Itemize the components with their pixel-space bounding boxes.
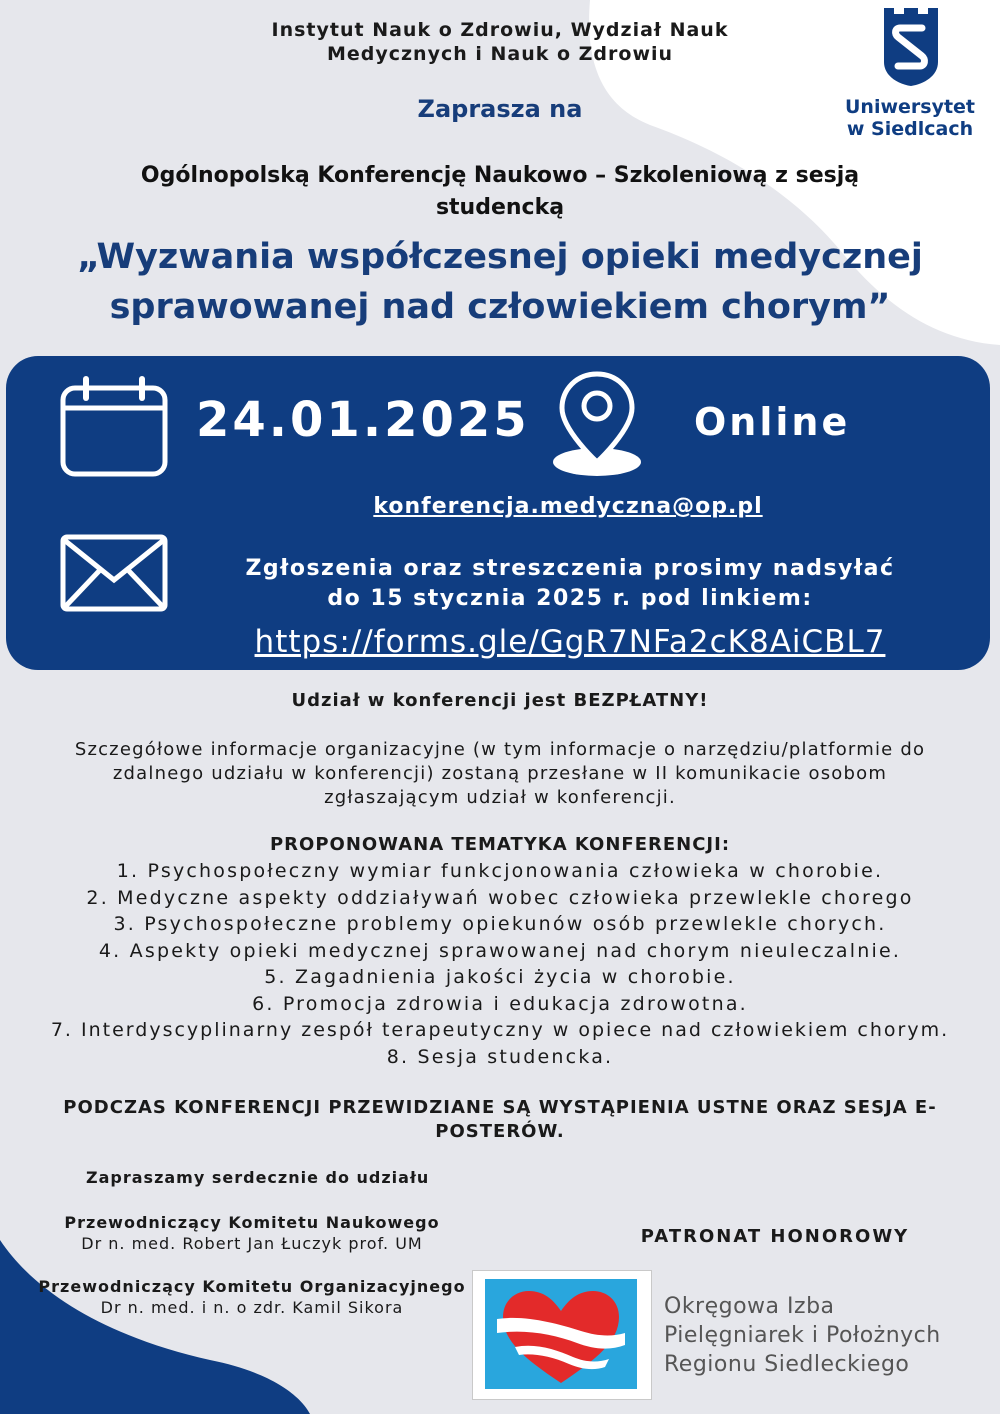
logo-line-2: w Siedlcach [846, 118, 974, 140]
free-participation-notice: Udział w konferencji jest BEZPŁATNY! [291, 690, 709, 711]
heart-logo-icon [485, 1279, 637, 1389]
patron-line-1: Okręgowa Izba [664, 1294, 835, 1319]
presentations-line-1: PODCZAS KONFERENCJI PRZEWIDZIANE SĄ WYSTĄPIENIA USTNE ORAZ SESJA E- [63, 1097, 937, 1118]
list-item: 5. Zagadnienia jakości życia w chorobie. [264, 966, 736, 988]
list-item: 2. Medyczne aspekty oddziaływań wobec człowieka przewlekle chorego [86, 886, 914, 909]
topics-heading: PROPONOWANA TEMATYKA KONFERENCJI: [269, 834, 731, 855]
event-date: 24.01.2025 [196, 392, 530, 448]
conference-type-line-1: Ogólnopolską Konferencję Naukowo – Szkoleniową z sesją [140, 163, 860, 188]
patron-logo-background [485, 1279, 637, 1389]
patron-logo [472, 1270, 652, 1400]
list-item: 7. Interdyscyplinarny zespół terapeutyczny w opiece nad człowiekiem chorym. [50, 1019, 950, 1041]
list-item: 3. Psychospołeczne problemy opiekunów osób przewlekle chorych. [113, 913, 887, 935]
invite-text: Zaprasza na [417, 95, 583, 123]
details-line-3: zgłaszającym udział w konferencji. [324, 787, 676, 808]
organizing-committee-chair [30, 1276, 474, 1318]
institute-line-1: Instytut Nauk o Zdrowiu, Wydział Nauk [271, 19, 729, 41]
conference-type [100, 160, 900, 224]
scientific-committee-chair [30, 1212, 474, 1254]
submission-info [210, 554, 930, 614]
submission-line-1: Zgłoszenia oraz streszczenia prosimy nadsyłać [245, 556, 895, 581]
contact-email-link[interactable]: konferencja.medyczna@op.pl [373, 494, 763, 519]
topics-list [0, 858, 1000, 1070]
title-line-1: „Wyzwania współczesnej opieki medycznej [77, 237, 923, 277]
institute-line-2: Medycznych i Nauk o Zdrowiu [326, 43, 674, 65]
list-item: 6. Promocja zdrowia i edukacja zdrowotna. [252, 992, 748, 1015]
chair-name: Dr n. med. Robert Jan Łuczyk prof. UM [81, 1234, 423, 1253]
registration-form-link[interactable]: https://forms.gle/GgR7NFa2cK8AiCBL7 [254, 624, 886, 660]
details-line-1: Szczegółowe informacje organizacyjne (w tym informacje o narzędziu/platformie do [74, 739, 926, 760]
institute-name [0, 18, 1000, 66]
envelope-icon [60, 534, 168, 612]
university-logo-icon [880, 6, 942, 88]
patron-line-2: Pielęgniarek i Położnych [664, 1323, 941, 1348]
submission-line-2: do 15 stycznia 2025 r. pod linkiem: [327, 586, 813, 611]
title-line-2: sprawowanej nad człowiekiem chorym” [109, 287, 891, 327]
chair-role: Przewodniczący Komitetu Organizacyjnego [38, 1277, 466, 1296]
presentations-notice [30, 1096, 970, 1144]
patronage-heading: PATRONAT HONOROWY [640, 1226, 910, 1247]
calendar-icon [58, 376, 170, 478]
details-line-2: zdalnego udziału w konferencji) zostaną przesłane w II komunikacie osobom [112, 763, 888, 784]
chair-name: Dr n. med. i n. o zdr. Kamil Sikora [100, 1298, 404, 1317]
chair-role: Przewodniczący Komitetu Naukowego [64, 1213, 440, 1232]
organizational-details [10, 738, 990, 810]
presentations-line-2: POSTERÓW. [435, 1121, 565, 1142]
patron-name [664, 1292, 941, 1379]
list-item: 4. Aspekty opieki medycznej sprawowanej nad chorym nieuleczalnie. [98, 939, 902, 962]
conference-type-line-2: studencką [435, 195, 565, 220]
list-item: 8. Sesja studencka. [386, 1045, 614, 1068]
event-location: Online [694, 400, 851, 444]
patron-line-3: Regionu Siedleckiego [664, 1352, 910, 1377]
location-pin-icon [550, 370, 644, 480]
list-item: 1. Psychospołeczny wymiar funkcjonowania człowieka w chorobie. [116, 860, 884, 882]
logo-line-1: Uniwersytet [844, 96, 976, 118]
closing-invitation: Zapraszamy serdecznie do udziału [86, 1168, 430, 1187]
conference-title [40, 232, 960, 332]
